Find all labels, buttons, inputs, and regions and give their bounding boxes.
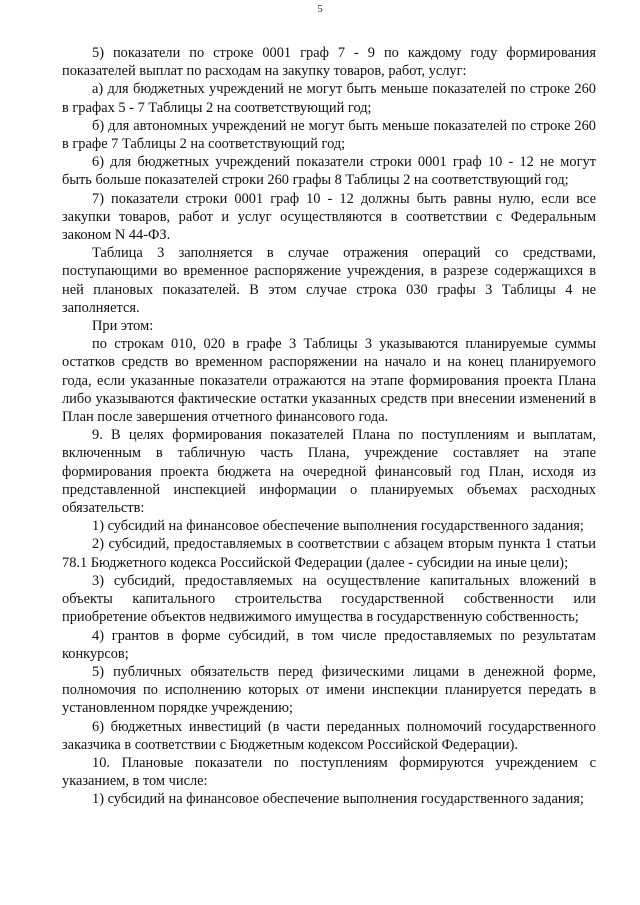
paragraph-subitem-a: а) для бюджетных учреждений не могут быть меньше показателей по строке 260 в графах 5 - 7 Таблицы 2 на соответствующий год; bbox=[62, 81, 596, 116]
paragraph-list-item-6: 6) бюджетных инвестиций (в части переданных полномочий государственного заказчика в соответствии с Бюджетным кодексом Российской Федерации). bbox=[62, 718, 596, 753]
paragraph-list-item-2: 2) субсидий, предоставляемых в соответствии с абзацем вторым пункта 1 статьи 78.1 Бюджетного кодекса Российской Федерации (далее - субсидии на иные цели); bbox=[62, 536, 596, 571]
paragraph-item-7: 7) показатели строки 0001 граф 10 - 12 должны быть равны нулю, если все закупки товаров, работ и услуг осуществляются в соответствии с Федеральным законом N 44-ФЗ. bbox=[62, 190, 596, 244]
paragraph-table-3: Таблица 3 заполняется в случае отражения операций со средствами, поступающими во временное распоряжение учреждения, в разрезе содержащихся в ней плановых показателей. В этом случае строка 030 графы 3 Таблицы 4 не заполняется. bbox=[62, 245, 596, 316]
paragraph-list-item-5: 5) публичных обязательств перед физическими лицами в денежной форме, полномочия по исполнению которых от имени инспекции планируется передать в установленном порядке учреждению; bbox=[62, 663, 596, 717]
document-body bbox=[62, 44, 596, 809]
paragraph-pri-etom: При этом: bbox=[92, 318, 154, 335]
paragraph-list-item-1-repeat: 1) субсидий на финансовое обеспечение выполнения государственного задания; bbox=[92, 791, 584, 808]
paragraph-list-item-1: 1) субсидий на финансовое обеспечение выполнения государственного задания; bbox=[92, 518, 584, 535]
paragraph-item-5: 5) показатели по строке 0001 граф 7 - 9 по каждому году формирования показателей выплат по расходам на закупку товаров, работ, услуг: bbox=[62, 45, 596, 80]
paragraph-subitem-b: б) для автономных учреждений не могут быть меньше показателей по строке 260 в графе 7 Таблицы 2 на соответствующий год; bbox=[62, 117, 596, 153]
paragraph-rows-010-020: по строкам 010, 020 в графе 3 Таблицы 3 указываются планируемые суммы остатков средств во временном распоряжении на начало и на конец планируемого года, если указанные показатели отражаются на этапе формирования проекта Плана либо указываются фактические остатки указанных средств при внесении изменений в План после завершения отчетного финансового года. bbox=[62, 336, 596, 426]
paragraph-item-6: 6) для бюджетных учреждений показатели строки 0001 граф 10 - 12 не могут быть больше показателей строки 260 графы 8 Таблицы 2 на соответствующий год; bbox=[62, 154, 596, 189]
paragraph-list-item-4: 4) грантов в форме субсидий, в том числе предоставляемых по результатам конкурсов; bbox=[62, 627, 596, 662]
paragraph-list-item-3: 3) субсидий, предоставляемых на осуществление капитальных вложений в объекты капитального строительства государственной собственности или приобретение объектов недвижимого имущества в государственную собственность; bbox=[62, 572, 596, 626]
page-number: 5 bbox=[317, 3, 323, 15]
paragraph-section-10: 10. Плановые показатели по поступлениям формируются учреждением с указанием, в том числе: bbox=[62, 754, 596, 790]
paragraph-section-9: 9. В целях формирования показателей Плана по поступлениям и выплатам, включенным в табличную часть Плана, учреждение составляет на этапе формирования проекта бюджета на очередной финансовый год План, исходя из представленной инспекцией информации о планируемых объемах расходных обязательств: bbox=[62, 427, 596, 517]
